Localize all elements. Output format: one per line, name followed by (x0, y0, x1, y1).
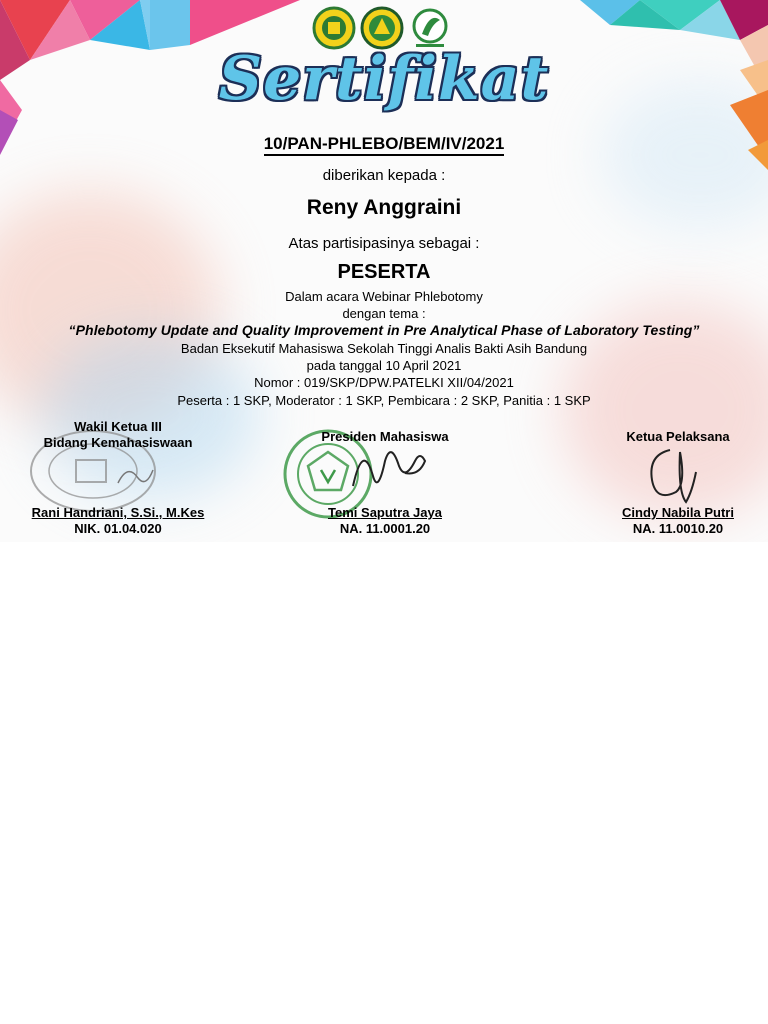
signatory-student-president: Presiden Mahasiswa Temi Saputra Jaya NA. 11.0001.20 (285, 429, 485, 541)
certificate-number: 10/PAN-PHLEBO/BEM/IV/2021 (0, 134, 768, 154)
skp-credits: Peserta : 1 SKP, Moderator : 1 SKP, Pembicara : 2 SKP, Panitia : 1 SKP (177, 393, 591, 408)
certificate-title: Sertifikat (218, 44, 550, 114)
signatory-event-chair: Ketua Pelaksana Cindy Nabila Putri NA. 11.0010.20 (578, 429, 768, 541)
university-logo-icon (314, 8, 354, 48)
event-text: Dalam acara Webinar Phlebotomy (285, 289, 483, 304)
signatory-vice-chair: Wakil Ketua III Bidang Kemahasiswaan Rani Handriani, S.Si., M.Kes NIK. 01.04.020 (18, 419, 218, 541)
signatory-id: NIK. 01.04.020 (74, 521, 162, 536)
participation-text: Atas partisipasinya sebagai : (288, 235, 480, 252)
organizer-text: Badan Eksekutif Mahasiswa Sekolah Tinggi Analis Bakti Asih Bandung (180, 341, 588, 356)
signatory-name: Rani Handriani, S.Si., M.Kes (31, 505, 205, 520)
signatory-name: Cindy Nabila Putri (622, 505, 734, 520)
event-theme: “Phlebotomy Update and Quality Improvement in Pre Analytical Phase of Laboratory Testing” (68, 322, 700, 338)
recipient-name: Reny Anggraini (306, 196, 462, 219)
given-to-text: diberikan kepada : (322, 167, 446, 184)
signatory-name: Temi Saputra Jaya (328, 505, 442, 520)
patelki-logo-icon (414, 10, 446, 47)
participant-role: PESERTA (337, 261, 431, 283)
skp-number: Nomor : 019/SKP/DPW.PATELKI XII/04/2021 (254, 375, 514, 390)
event-date: pada tanggal 10 April 2021 (306, 358, 462, 373)
theme-label: dengan tema : (342, 306, 426, 321)
bem-logo-icon (362, 8, 402, 48)
signatory-id: NA. 11.0010.20 (632, 521, 724, 536)
signatory-id: NA. 11.0001.20 (339, 521, 431, 536)
